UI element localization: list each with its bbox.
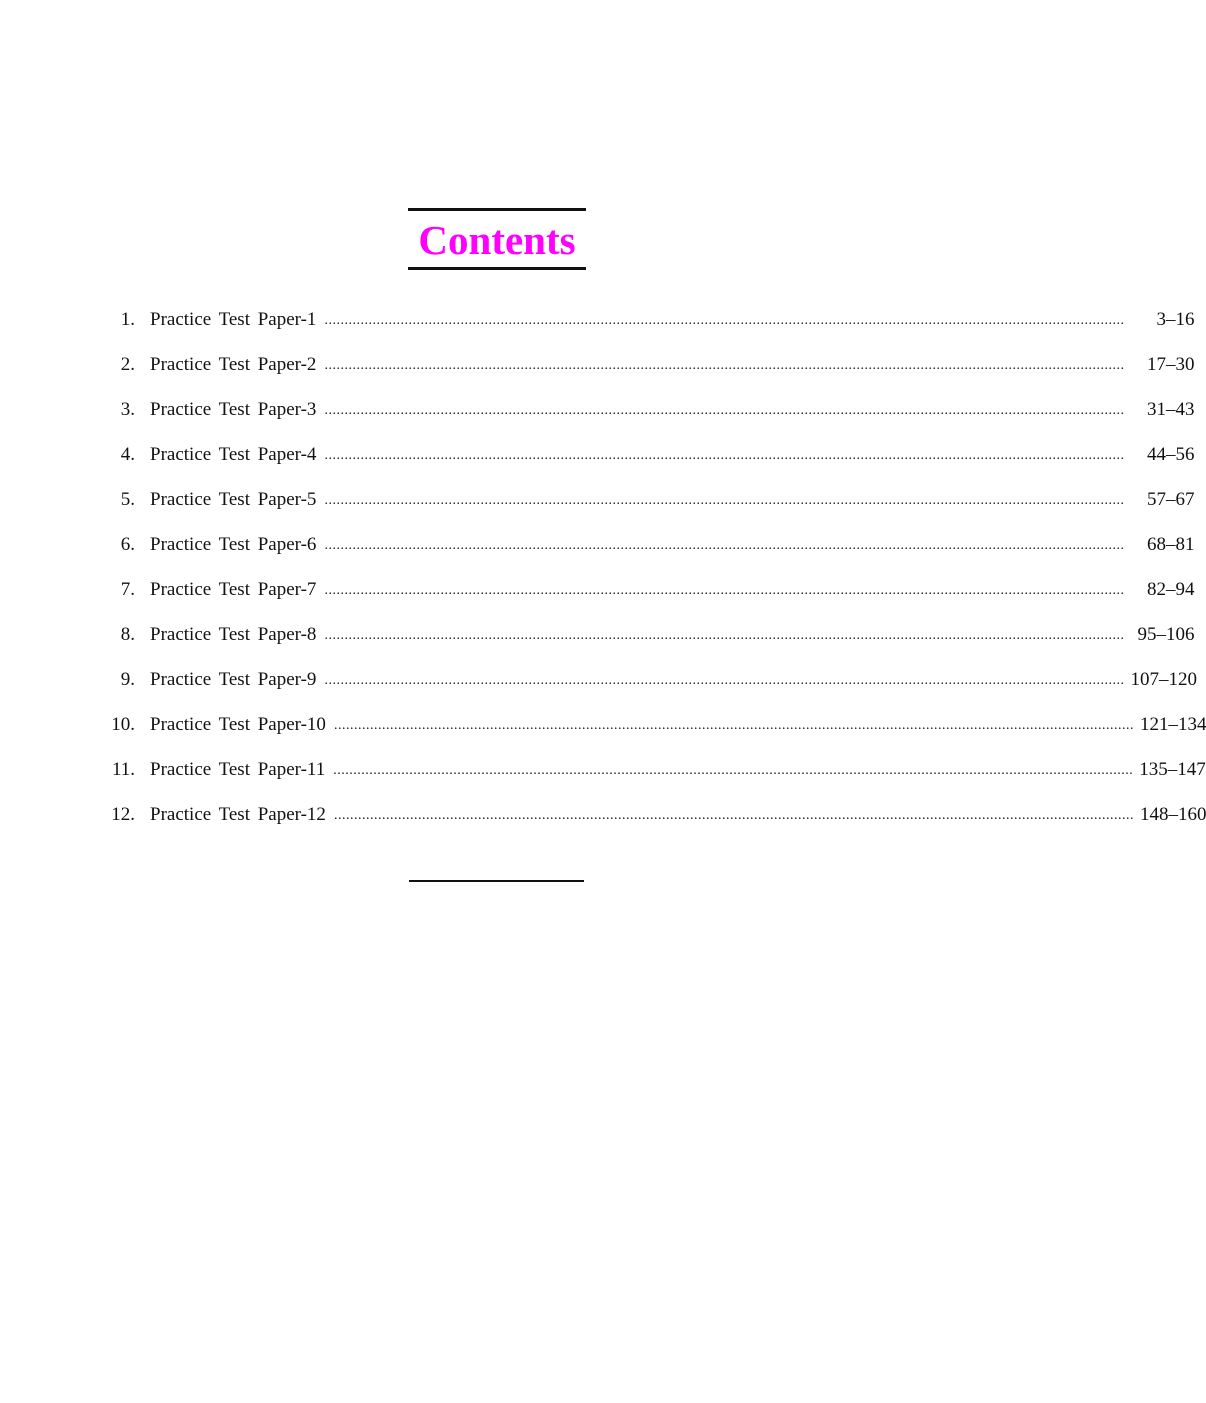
toc-entry-number: 10. [111, 714, 135, 735]
dot-leader: ........................................................................................................................................................................................................ [324, 583, 1125, 598]
toc-entry-6[interactable] [104, 530, 1195, 575]
toc-entry-pages: 121–134 [1139, 714, 1206, 735]
closing-rule [409, 880, 584, 882]
toc-entry-title[interactable]: Practice Test Paper-4 [150, 444, 317, 465]
toc-entry-title[interactable]: Practice Test Paper-1 [150, 309, 317, 330]
dot-leader: ........................................................................................................................................................................................................ [324, 628, 1125, 643]
toc-entry-pages: 135–147 [1139, 759, 1206, 780]
dot-leader: ........................................................................................................................................................................................................ [324, 403, 1125, 418]
toc-entry-number: 4. [120, 444, 135, 465]
toc-entry-pages: 95–106 [1137, 624, 1195, 645]
toc-entry-12[interactable] [104, 800, 1206, 845]
dot-leader: ........................................................................................................................................................................................................ [324, 493, 1125, 508]
toc-entry-1[interactable] [104, 305, 1195, 350]
toc-entry-title[interactable]: Practice Test Paper-7 [150, 579, 317, 600]
toc-entry-number: 6. [120, 534, 135, 555]
dot-leader: ........................................................................................................................................................................................................ [333, 808, 1134, 823]
toc-entry-title[interactable]: Practice Test Paper-5 [150, 489, 317, 510]
toc-entry-number: 2. [120, 354, 135, 375]
contents-title-box [408, 208, 586, 270]
toc-entry-pages: 31–43 [1146, 399, 1195, 420]
dot-leader: ........................................................................................................................................................................................................ [324, 673, 1125, 688]
toc-entry-pages: 44–56 [1146, 444, 1195, 465]
toc-entry-pages: 17–30 [1146, 354, 1195, 375]
toc-entry-number: 3. [120, 399, 135, 420]
toc-entry-10[interactable] [104, 710, 1206, 755]
toc-entry-number: 11. [111, 759, 135, 780]
toc-entry-title[interactable]: Practice Test Paper-12 [150, 804, 326, 825]
toc-entry-7[interactable] [104, 575, 1195, 620]
dot-leader: ........................................................................................................................................................................................................ [324, 358, 1125, 373]
toc-entry-pages: 57–67 [1146, 489, 1195, 510]
toc-entry-pages: 3–16 [1156, 309, 1195, 330]
dot-leader: ........................................................................................................................................................................................................ [333, 763, 1134, 778]
page-title: Contents [418, 216, 576, 263]
dot-leader: ........................................................................................................................................................................................................ [333, 718, 1134, 733]
toc-entry-title[interactable]: Practice Test Paper-11 [150, 759, 326, 780]
toc-entry-title[interactable]: Practice Test Paper-8 [150, 624, 317, 645]
toc-entry-3[interactable] [104, 395, 1195, 440]
toc-entry-title[interactable]: Practice Test Paper-6 [150, 534, 317, 555]
toc-entry-number: 8. [120, 624, 135, 645]
toc-entry-2[interactable] [104, 350, 1195, 395]
toc-entry-number: 5. [120, 489, 135, 510]
toc-entry-pages: 68–81 [1146, 534, 1195, 555]
toc-entry-pages: 82–94 [1146, 579, 1195, 600]
toc-entry-title[interactable]: Practice Test Paper-9 [150, 669, 317, 690]
toc-entry-number: 12. [111, 804, 135, 825]
toc-entry-number: 1. [120, 309, 135, 330]
dot-leader: ........................................................................................................................................................................................................ [324, 538, 1125, 553]
toc-entry-pages: 148–160 [1139, 804, 1206, 825]
toc-entry-title[interactable]: Practice Test Paper-2 [150, 354, 317, 375]
table-of-contents [104, 305, 1206, 845]
dot-leader: ........................................................................................................................................................................................................ [324, 448, 1125, 463]
toc-entry-title[interactable]: Practice Test Paper-10 [150, 714, 326, 735]
toc-entry-9[interactable] [104, 665, 1197, 710]
toc-entry-4[interactable] [104, 440, 1195, 485]
toc-entry-pages: 107–120 [1130, 669, 1197, 690]
dot-leader: ........................................................................................................................................................................................................ [324, 313, 1125, 328]
toc-entry-number: 9. [120, 669, 135, 690]
toc-entry-number: 7. [120, 579, 135, 600]
toc-entry-5[interactable] [104, 485, 1195, 530]
toc-entry-8[interactable] [104, 620, 1195, 665]
toc-entry-title[interactable]: Practice Test Paper-3 [150, 399, 317, 420]
toc-entry-11[interactable] [104, 755, 1206, 800]
